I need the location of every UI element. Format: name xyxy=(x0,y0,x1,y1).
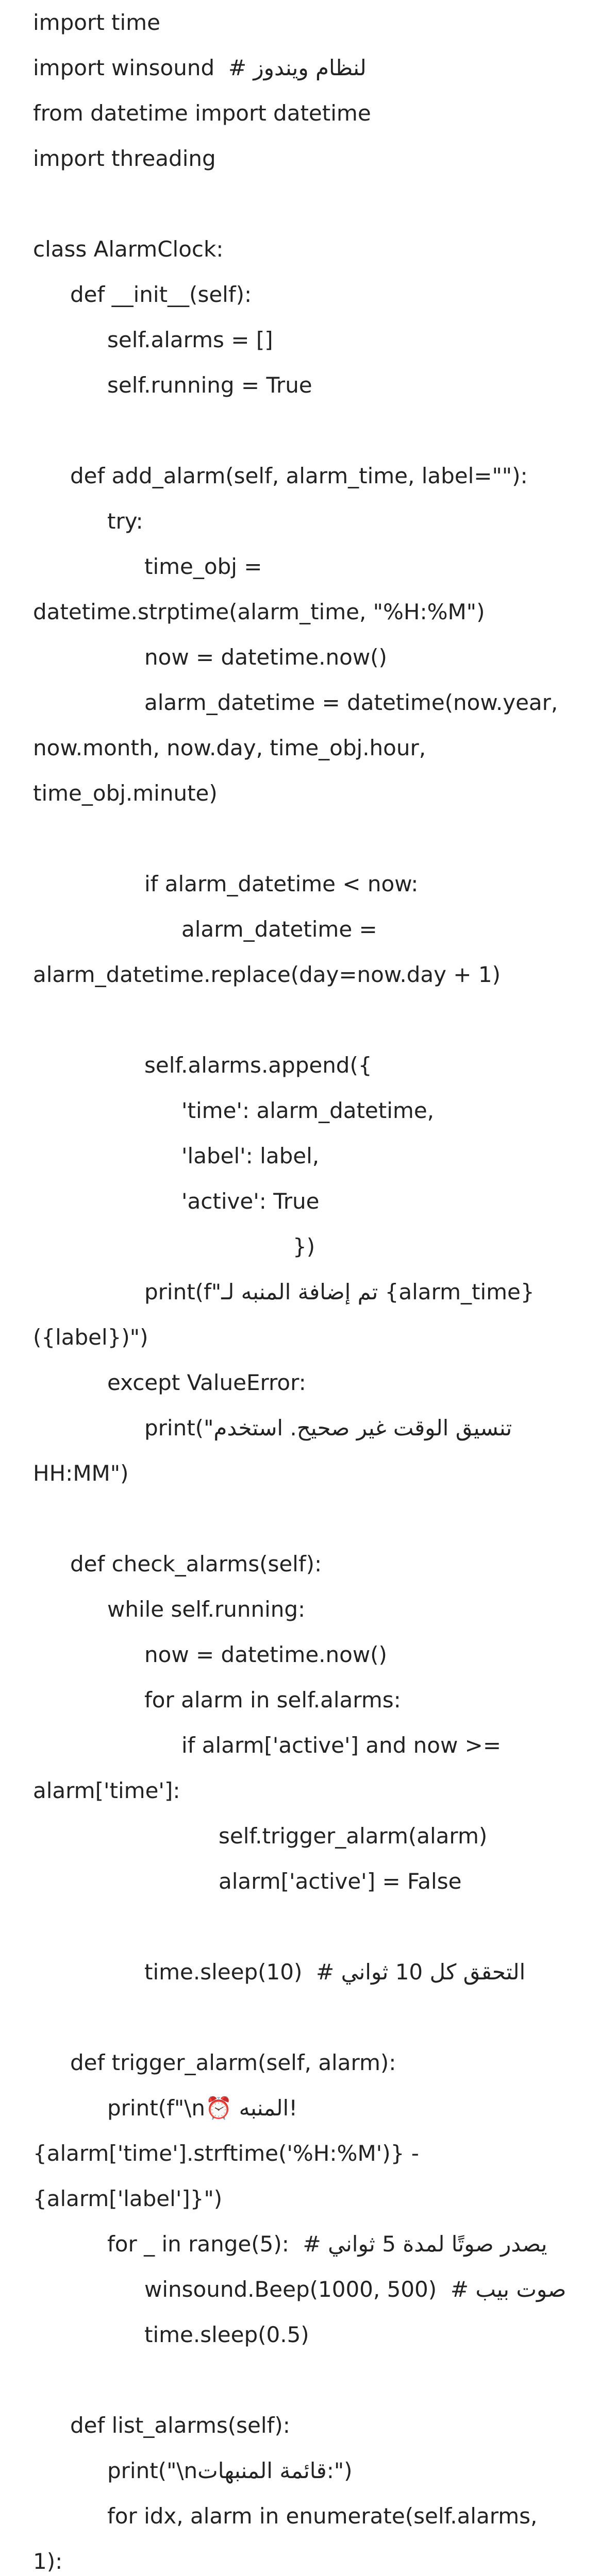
code-line: def list_alarms(self): xyxy=(70,2413,290,2438)
code-line: import time xyxy=(33,10,160,35)
code-line: 'time': alarm_datetime, xyxy=(181,1098,435,1123)
code-line: def __init__(self): xyxy=(70,282,252,307)
code-line: def trigger_alarm(self, alarm): xyxy=(70,2050,396,2075)
code-line: try: xyxy=(107,509,143,534)
code-line: time_obj.minute) xyxy=(33,781,218,806)
code-line: alarm_datetime.replace(day=now.day + 1) xyxy=(33,962,501,987)
blank-line xyxy=(33,1995,524,2040)
code-line: time_obj = xyxy=(144,554,262,579)
code-line: if alarm_datetime < now: xyxy=(144,871,419,896)
code-line: self.running = True xyxy=(107,372,312,398)
blank-line xyxy=(33,181,524,227)
code-line: alarm['active'] = False xyxy=(219,1869,462,1894)
code-line: self.trigger_alarm(alarm) xyxy=(219,1823,488,1849)
code-line: ({label})") xyxy=(33,1325,148,1350)
code-line: now.month, now.day, time_obj.hour, xyxy=(33,735,426,760)
code-line: alarm['time']: xyxy=(33,1778,180,1803)
blank-line xyxy=(33,997,524,1043)
blank-line xyxy=(33,2358,524,2403)
code-line: {alarm['time'].strftime('%H:%M')} - xyxy=(33,2141,419,2166)
code-line: 'label': label, xyxy=(181,1143,320,1168)
blank-line xyxy=(33,816,524,861)
blank-line xyxy=(33,1496,524,1541)
code-line: }) xyxy=(293,1234,315,1259)
code-line: print(f"\n⏰ المنبه! xyxy=(107,2095,298,2121)
code-line: alarm_datetime = xyxy=(181,917,377,942)
code-line: print("\nقائمة المنبهات:") xyxy=(107,2458,353,2483)
code-line: while self.running: xyxy=(107,1597,306,1622)
code-line: time.sleep(10) # التحقق كل 10 ثواني xyxy=(144,1959,526,1985)
code-line: winsound.Beep(1000, 500) # صوت بيب xyxy=(144,2277,567,2302)
code-line: class AlarmClock: xyxy=(33,236,224,262)
code-line: 1): xyxy=(33,2549,63,2574)
code-line: time.sleep(0.5) xyxy=(144,2322,309,2347)
code-line: datetime.strptime(alarm_time, "%H:%M") xyxy=(33,599,485,624)
code-line: def check_alarms(self): xyxy=(70,1551,322,1577)
code-line: from datetime import datetime xyxy=(33,100,371,126)
blank-line xyxy=(33,408,524,453)
code-line: alarm_datetime = datetime(now.year, xyxy=(144,690,558,715)
code-line: import winsound # لنظام ويندوز xyxy=(33,55,367,80)
code-line: except ValueError: xyxy=(107,1370,306,1395)
code-line: for _ in range(5): # يصدر صوتًا لمدة 5 ثواني xyxy=(107,2231,547,2257)
code-line: {alarm['label']}") xyxy=(33,2186,223,2211)
code-line: now = datetime.now() xyxy=(144,645,387,670)
code-line: now = datetime.now() xyxy=(144,1642,387,1667)
code-line: import threading xyxy=(33,146,216,171)
code-line: for alarm in self.alarms: xyxy=(144,1687,401,1713)
code-line: if alarm['active'] and now >= xyxy=(181,1733,502,1758)
code-line: self.alarms.append({ xyxy=(144,1053,372,1078)
code-line: def add_alarm(self, alarm_time, label=""): xyxy=(70,463,528,488)
code-line: HH:MM") xyxy=(33,1461,129,1486)
code-line: self.alarms = [] xyxy=(107,327,273,352)
code-line: 'active': True xyxy=(181,1189,320,1214)
code-line: for idx, alarm in enumerate(self.alarms, xyxy=(107,2503,538,2529)
code-line: print(f"تم إضافة المنبه لـ {alarm_time} xyxy=(144,1279,535,1304)
blank-line xyxy=(33,1904,524,1950)
code-line: print("تنسيق الوقت غير صحيح. استخدم xyxy=(144,1415,512,1440)
